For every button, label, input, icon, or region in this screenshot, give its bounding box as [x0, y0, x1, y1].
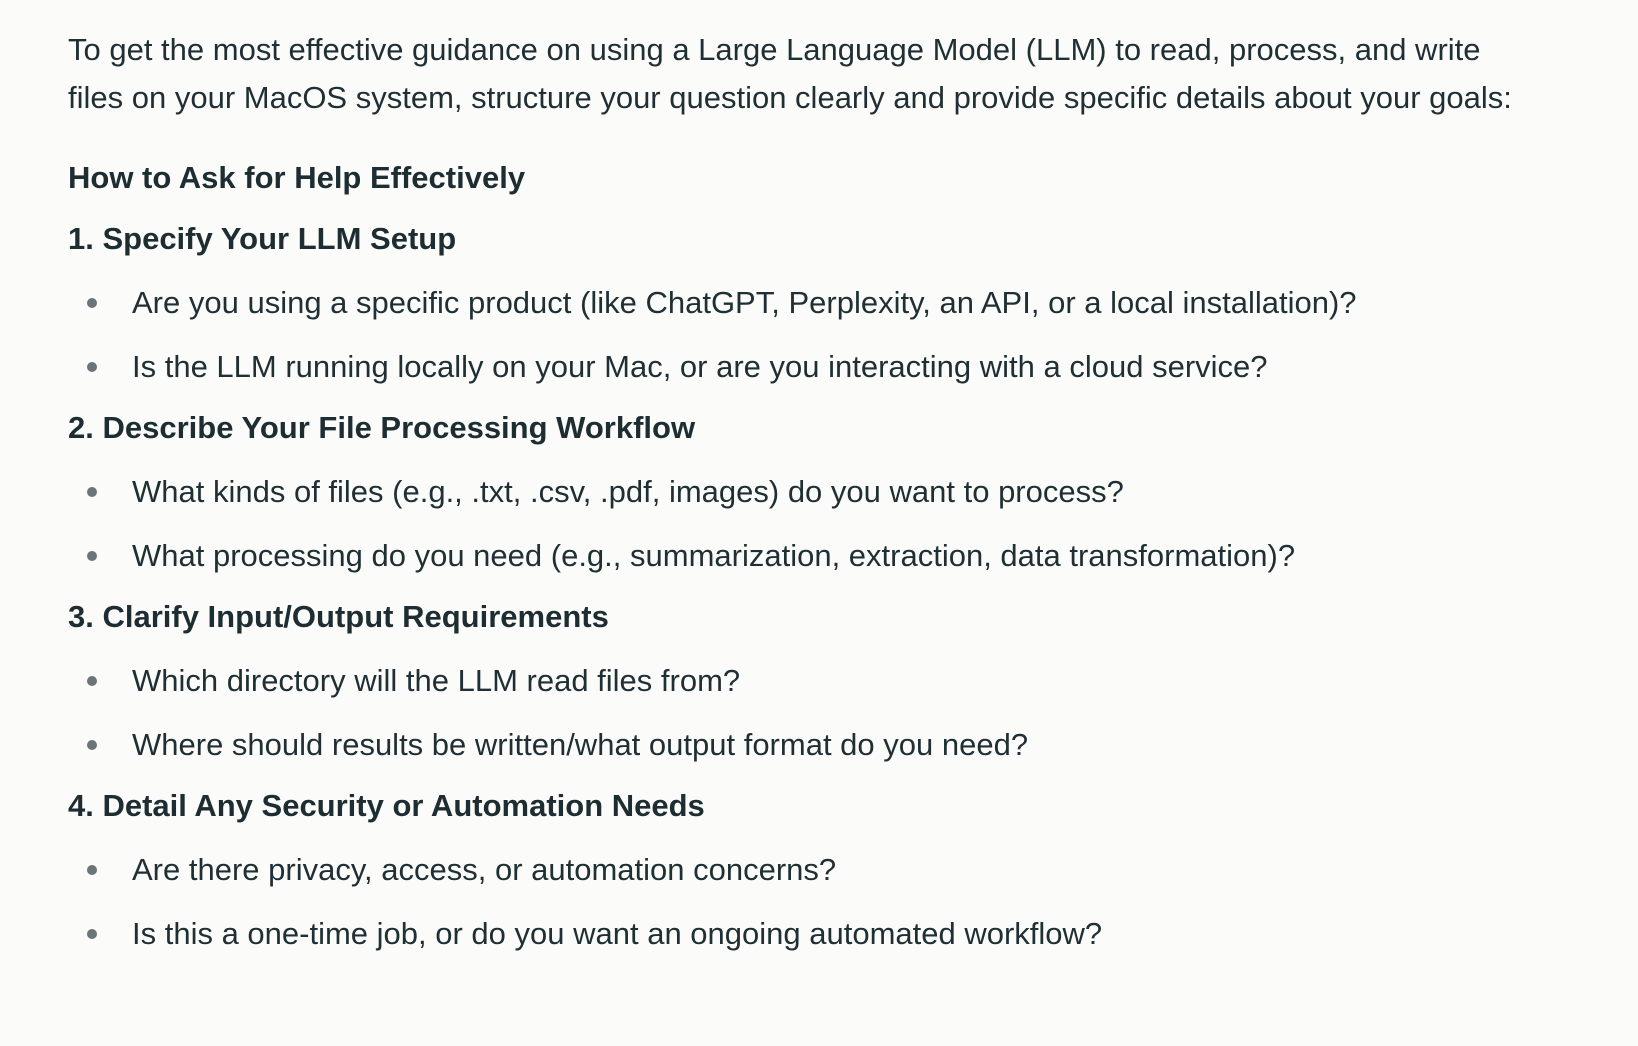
list-item-text: Is the LLM running locally on your Mac, or are you interacting with a cloud service?: [132, 349, 1268, 384]
bullet-list: [68, 470, 1588, 578]
bullet-icon: [87, 298, 97, 308]
list-item-text: What processing do you need (e.g., summarization, extraction, data transformation)?: [132, 538, 1296, 573]
section-4: [68, 784, 1588, 956]
main-heading: How to Ask for Help Effectively: [68, 160, 526, 195]
section-3: [68, 595, 1588, 767]
list-item: [68, 345, 1588, 389]
list-item-text: Are you using a specific product (like ChatGPT, Perplexity, an API, or a local installation)?: [132, 285, 1357, 320]
list-item: [68, 723, 1588, 767]
section-heading: 1. Specify Your LLM Setup: [68, 221, 457, 256]
section-heading: 4. Detail Any Security or Automation Needs: [68, 788, 705, 823]
list-item: [68, 281, 1588, 325]
section-heading: 3. Clarify Input/Output Requirements: [68, 599, 609, 634]
bullet-icon: [87, 676, 97, 686]
list-item-text: Which directory will the LLM read files from?: [132, 663, 741, 698]
bullet-icon: [87, 487, 97, 497]
list-item: [68, 659, 1588, 703]
section-2: [68, 406, 1588, 578]
bullet-icon: [87, 740, 97, 750]
bullet-list: [68, 281, 1588, 389]
list-item: [68, 470, 1588, 514]
section-1: [68, 217, 1588, 389]
bullet-icon: [87, 929, 97, 939]
list-item-text: What kinds of files (e.g., .txt, .csv, .pdf, images) do you want to process?: [132, 474, 1124, 509]
list-item-text: Are there privacy, access, or automation concerns?: [132, 852, 837, 887]
bullet-icon: [87, 362, 97, 372]
intro-paragraph: To get the most effective guidance on using a Large Language Model (LLM) to read, process, and write files on your MacOS system, structure your question clearly and provide specific details about your goals:: [68, 32, 1512, 115]
bullet-icon: [87, 551, 97, 561]
bullet-icon: [87, 865, 97, 875]
list-item: [68, 534, 1588, 578]
bullet-list: [68, 659, 1588, 767]
bullet-list: [68, 848, 1588, 956]
section-heading: 2. Describe Your File Processing Workflow: [68, 410, 696, 445]
list-item: [68, 848, 1588, 892]
list-item: [68, 912, 1588, 956]
list-item-text: Where should results be written/what output format do you need?: [132, 727, 1029, 762]
list-item-text: Is this a one-time job, or do you want an ongoing automated workflow?: [132, 916, 1103, 951]
